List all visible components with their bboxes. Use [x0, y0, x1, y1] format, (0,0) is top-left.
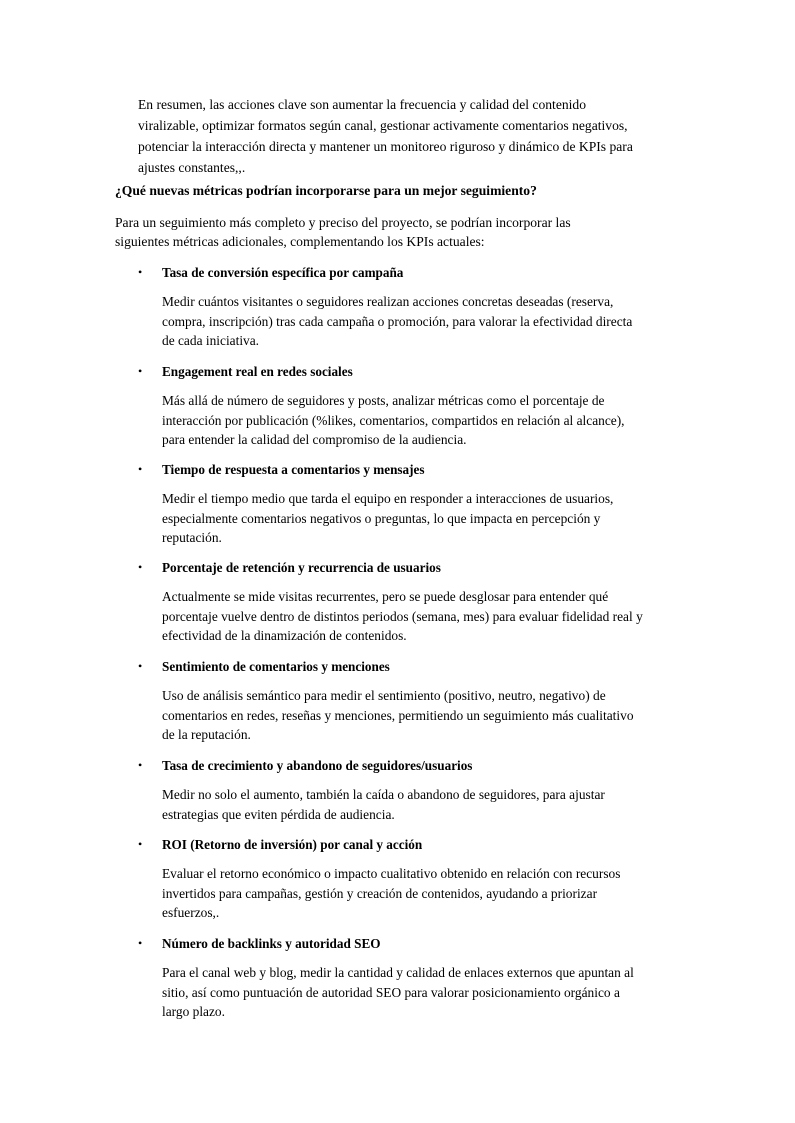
section-question-heading: ¿Qué nuevas métricas podrían incorporarse para un mejor seguimiento? — [115, 183, 537, 198]
metric-description: Uso de análisis semántico para medir el sentimiento (positivo, neutro, negativo) de comentarios en redes, reseñas y menciones, permitiendo un seguimiento más cualitativo de la reputación. — [162, 688, 634, 742]
metric-title: ROI (Retorno de inversión) por canal y acción — [162, 837, 423, 852]
metric-description: Actualmente se mide visitas recurrentes, pero se puede desglosar para entender qué porcentaje vuelve dentro de distintos periodos (semana, mes) para evaluar fidelidad real y efectividad de la dinamización de contenidos. — [162, 589, 643, 643]
intro-paragraph: En resumen, las acciones clave son aumentar la frecuencia y calidad del contenido viralizable, optimizar formatos según canal, gestionar activamente comentarios negativos, potenciar la interacción directa y mantener un monitoreo riguroso y dinámico de KPIs para ajustes constantes,,. — [138, 97, 633, 175]
metric-title: Número de backlinks y autoridad SEO — [162, 936, 381, 951]
bullet-icon: • — [138, 758, 143, 772]
metric-description: Más allá de número de seguidores y posts, analizar métricas como el porcentaje de interacción por publicación (%likes, comentarios, compartidos en relación al alcance), para entender la calidad del compromiso de la audiencia. — [162, 393, 625, 447]
bullet-icon: • — [138, 837, 143, 851]
lead-paragraph: Para un seguimiento más completo y preciso del proyecto, se podrían incorporar las siguientes métricas adicionales, complementando los KPIs actuales: — [115, 215, 571, 249]
metric-title: Porcentaje de retención y recurrencia de usuarios — [162, 560, 441, 575]
metric-description: Medir cuántos visitantes o seguidores realizan acciones concretas deseadas (reserva, compra, inscripción) tras cada campaña o promoción, para valorar la efectividad directa de cada iniciativa. — [162, 294, 633, 348]
metric-title: Tiempo de respuesta a comentarios y mensajes — [162, 462, 425, 477]
bullet-icon: • — [138, 659, 143, 673]
bullet-icon: • — [138, 462, 143, 476]
bullet-icon: • — [138, 560, 143, 574]
metric-description: Para el canal web y blog, medir la cantidad y calidad de enlaces externos que apuntan al sitio, así como puntuación de autoridad SEO para valorar posicionamiento orgánico a largo plazo. — [162, 965, 634, 1019]
metric-title: Tasa de conversión específica por campaña — [162, 265, 404, 280]
bullet-icon: • — [138, 364, 143, 378]
metric-description: Medir el tiempo medio que tarda el equipo en responder a interacciones de usuarios, especialmente comentarios negativos o preguntas, lo que impacta en percepción y reputación. — [162, 491, 614, 545]
metric-title: Tasa de crecimiento y abandono de seguidores/usuarios — [162, 758, 473, 773]
bullet-icon: • — [138, 265, 143, 279]
metric-title: Engagement real en redes sociales — [162, 364, 353, 379]
metric-description: Evaluar el retorno económico o impacto cualitativo obtenido en relación con recursos invertidos para campañas, gestión y creación de contenidos, ayudando a priorizar esfuerzos,. — [162, 866, 621, 920]
metric-title: Sentimiento de comentarios y menciones — [162, 659, 390, 674]
bullet-icon: • — [138, 936, 143, 950]
metric-description: Medir no solo el aumento, también la caída o abandono de seguidores, para ajustar estrategias que eviten pérdida de audiencia. — [162, 787, 605, 822]
